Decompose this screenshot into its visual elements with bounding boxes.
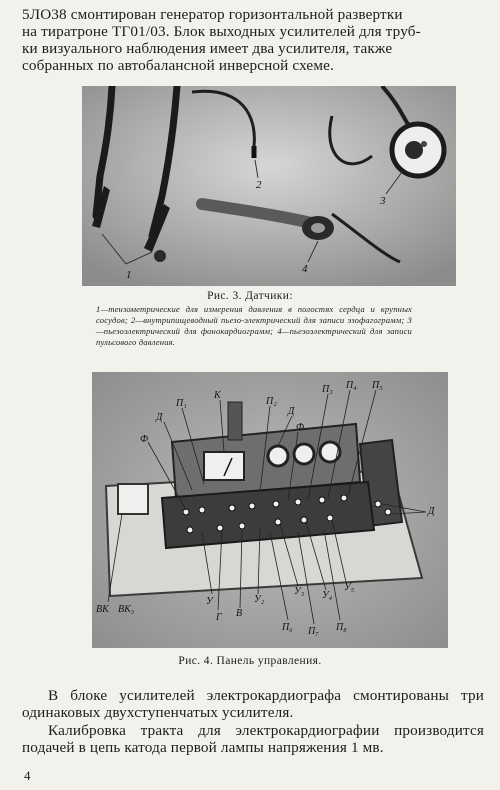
top-paragraph — [22, 6, 484, 74]
text-line: собранных по автобалансной инверсной схеме. — [22, 57, 334, 74]
page-number: 4 — [24, 768, 31, 783]
figure-4-label: У₃ — [294, 586, 305, 597]
figure-4-label: П₈ — [336, 622, 347, 633]
figure-4-label: П₁ — [176, 398, 187, 409]
bottom-paragraph: В блоке усилителей электрокардиографа смонтированы три одинаковых двухступенчатых усилителя. — [22, 687, 484, 721]
figure-4-label: П₆ — [282, 622, 293, 633]
figure-4-label: П₅ — [372, 380, 383, 391]
bottom-paragraph: Калибровка тракта для электрокардиографии производится подачей в цепь катода первой лампы напряжения 1 мв. — [22, 722, 484, 756]
figure-4-label: Ф — [296, 422, 305, 433]
figure-4-label: Д — [428, 506, 435, 517]
figure-4-label: ВК — [96, 604, 109, 615]
figure-4-label: В — [236, 608, 243, 619]
text-line: ки визуального наблюдения имеет два усилителя, также — [22, 40, 393, 57]
figure-4-label: У₅ — [344, 582, 355, 593]
figure-4-label: У₂ — [254, 594, 265, 605]
text-line: 5ЛО38 смонтирован генератор горизонтальной развертки — [22, 6, 403, 23]
sensors-illustration — [82, 86, 456, 286]
figure-3-label: 4 — [302, 263, 308, 275]
figure-4-label: У₄ — [322, 590, 333, 601]
figure-4-label: Г — [216, 612, 222, 623]
figure-4-label: П₃ — [322, 384, 333, 395]
figure-4-label: ВК₃ — [118, 604, 135, 615]
figure-4-label: П₂ — [266, 396, 277, 407]
figure-3-caption: Рис. 3. Датчики: — [207, 290, 293, 302]
figure-3-legend: 1—тензометрические для измерения давления в полостях сердца и крупных сосудов; 2—внутрипищеводный пьезо-электрический для записи эзофагограмм; 3—пьезоэлектрический для фонокардиограмм; 4—пьезоэлектрический для записи пульсового давления. — [96, 304, 412, 347]
figure-4-label: Д — [288, 406, 295, 417]
control-panel-illustration — [92, 372, 448, 648]
text-line: на тиратроне ТГ01/03. Блок выходных усилителей для труб- — [22, 23, 421, 40]
figure-4-label: Ф — [140, 434, 149, 445]
figure-4-control-panel-photo — [92, 372, 448, 648]
figure-4-label: У — [206, 596, 213, 607]
figure-4-label: К — [214, 390, 221, 401]
figure-4-caption: Рис. 4. Панель управления. — [178, 655, 322, 667]
figure-4-label: П₄ — [346, 380, 357, 391]
figure-3-label: 1 — [126, 269, 132, 281]
figure-3-label: 3 — [380, 195, 386, 207]
figure-4-label: П₇ — [308, 626, 319, 637]
figure-4-label: Д — [156, 412, 163, 423]
figure-3-label: 2 — [256, 179, 262, 191]
figure-3-sensors-photo — [82, 86, 456, 286]
